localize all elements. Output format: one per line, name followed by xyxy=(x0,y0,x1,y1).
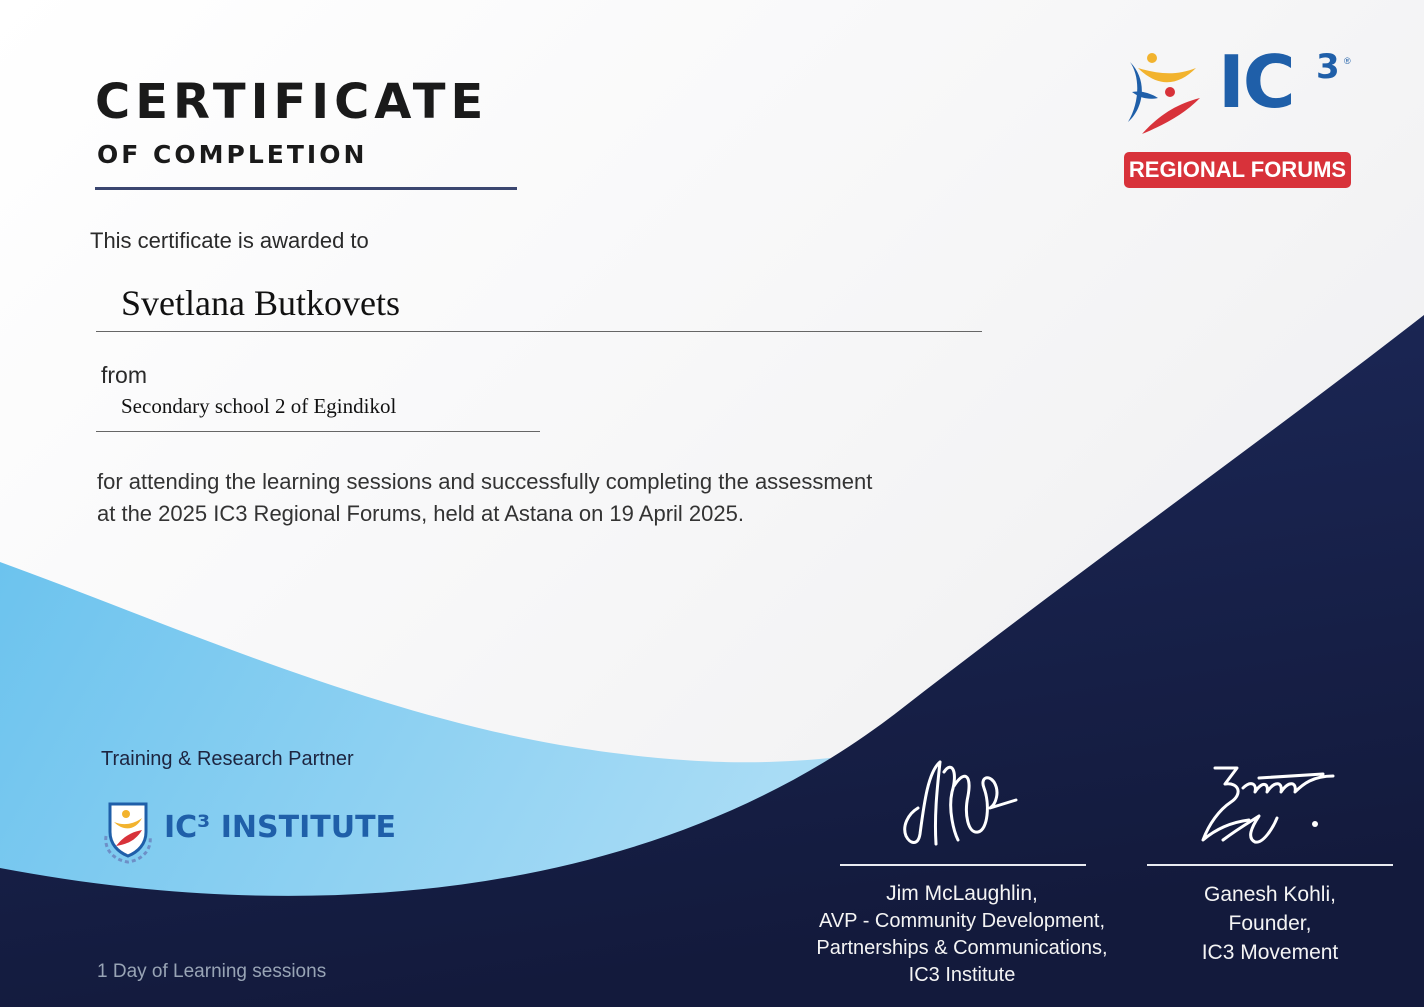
ic3-institute-logo xyxy=(96,796,396,866)
signature-line-1 xyxy=(840,864,1086,866)
body-line-2: at the 2025 IC3 Regional Forums, held at Astana on 19 April 2025. xyxy=(97,501,744,526)
signatory-1-title-line-2: Partnerships & Communications, xyxy=(816,937,1108,959)
signature-line-2 xyxy=(1147,864,1393,866)
signatory-1-title-line-1: AVP - Community Development, xyxy=(818,910,1106,932)
from-label: from xyxy=(101,362,147,388)
body-line-1: for attending the learning sessions and successfully completing the assessment xyxy=(97,469,873,494)
certificate-title: CERTIFICATE xyxy=(95,74,489,130)
signatory-1-title-line-3: IC3 Institute xyxy=(908,964,1016,986)
certificate-subtitle: OF COMPLETION xyxy=(97,140,368,169)
signatory-2 xyxy=(1150,880,1390,967)
recipient-name: Svetlana Butkovets xyxy=(121,283,400,323)
recipient-underline xyxy=(96,331,982,332)
school-underline xyxy=(96,431,540,432)
signatory-2-title-line-1: Founder, xyxy=(1228,912,1312,935)
institute-name: IC³ INSTITUTE xyxy=(164,810,397,845)
shield-icon xyxy=(96,796,160,866)
ic3-regional-forums-logo xyxy=(1118,40,1356,192)
awarded-label: This certificate is awarded to xyxy=(90,228,369,253)
signatory-1-name: Jim McLaughlin, xyxy=(886,882,1038,905)
school-name: Secondary school 2 of Egindikol xyxy=(121,394,397,418)
registered-mark: ® xyxy=(1344,56,1351,66)
ic-superscript: 3 xyxy=(1316,47,1340,87)
certificate-body xyxy=(97,466,997,530)
regional-forums-banner: REGIONAL FORUMS xyxy=(1124,152,1351,188)
figures-icon xyxy=(1118,46,1218,146)
signatory-1 xyxy=(790,880,1134,989)
partner-label: Training & Research Partner xyxy=(101,748,354,770)
ic-wordmark: IC xyxy=(1218,40,1294,124)
signature-ganesh-kohli xyxy=(1193,758,1343,854)
signature-jim-mclaughlin xyxy=(898,752,1028,852)
signatory-2-title-line-2: IC3 Movement xyxy=(1201,941,1339,964)
duration-note: 1 Day of Learning sessions xyxy=(97,961,327,982)
title-underline xyxy=(95,187,517,190)
signatory-2-name: Ganesh Kohli, xyxy=(1204,883,1336,906)
